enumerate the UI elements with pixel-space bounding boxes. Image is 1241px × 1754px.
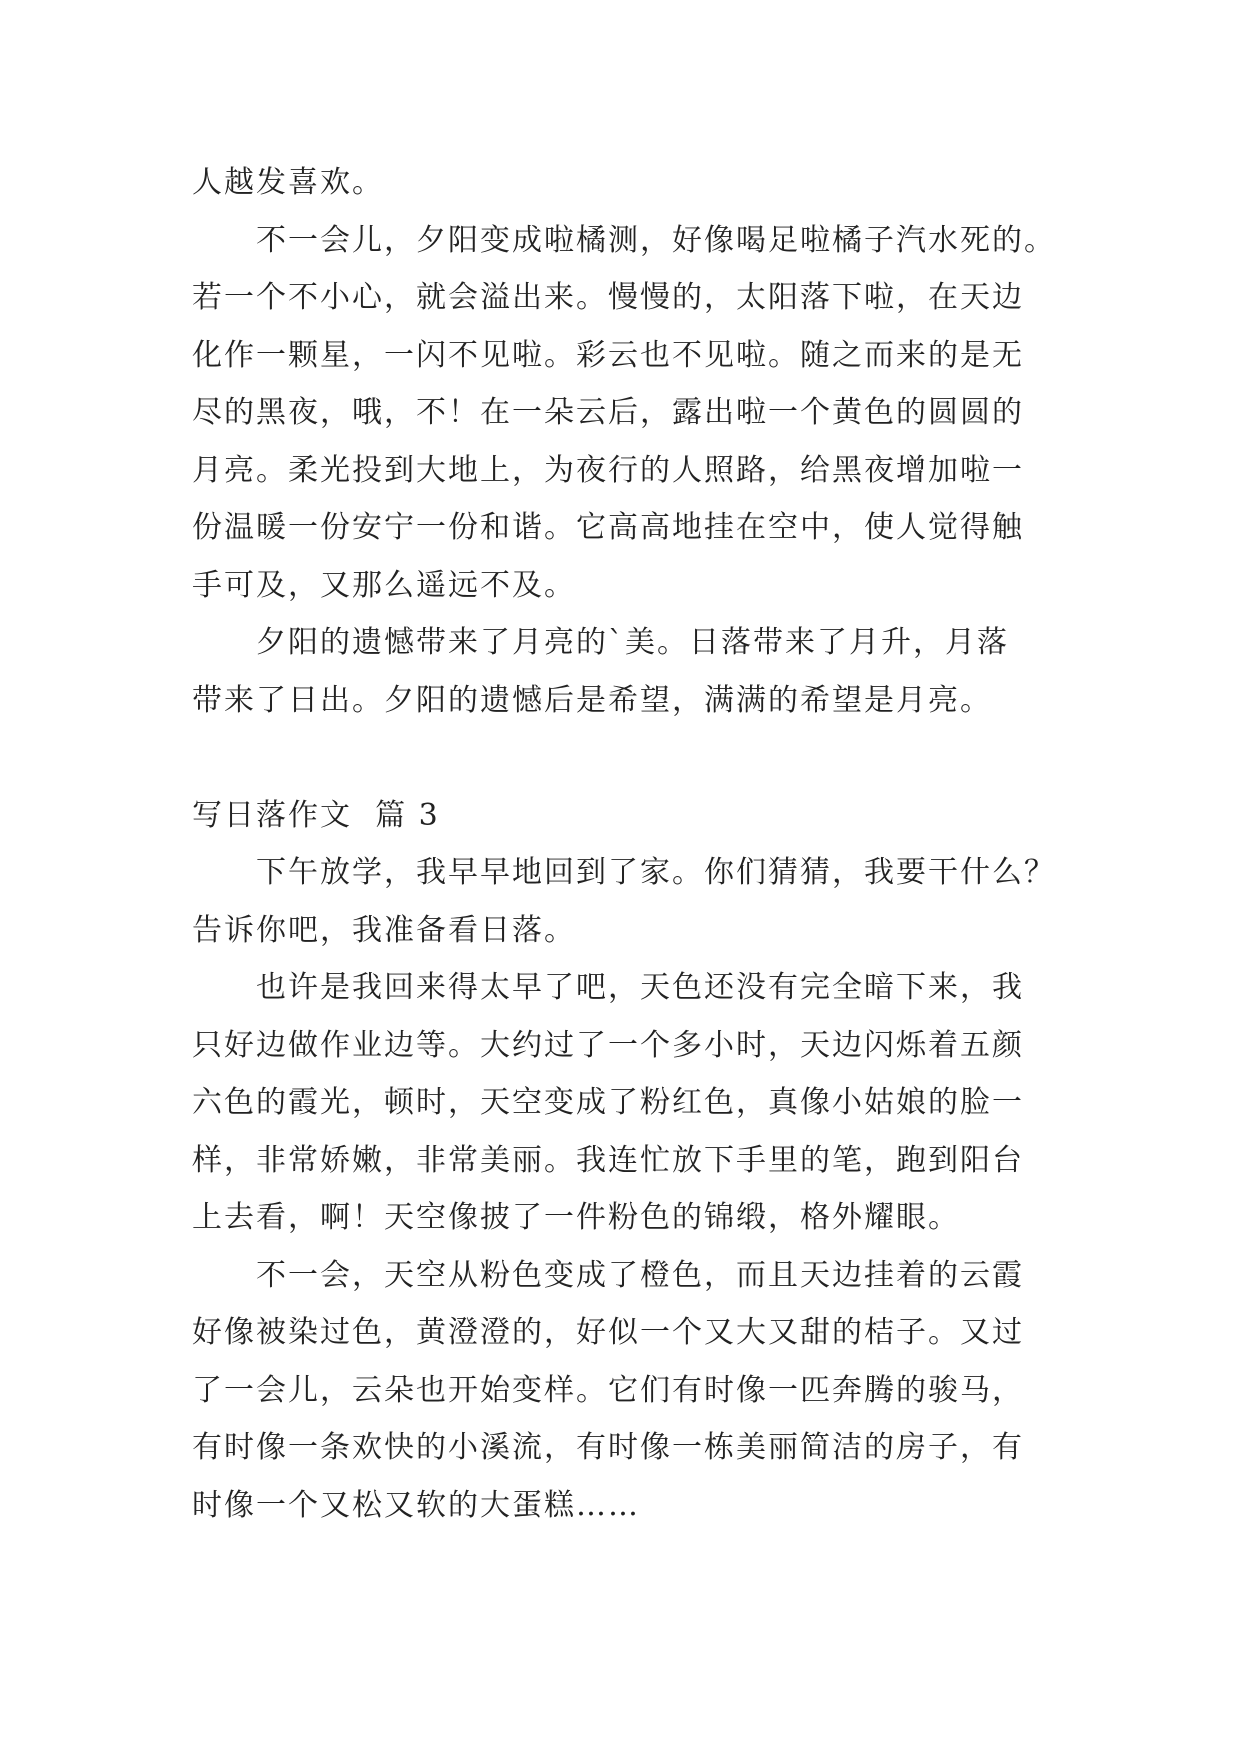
text-line: 不一会儿，夕阳变成啦橘测，好像喝足啦橘子汽水死的。	[192, 222, 1056, 258]
text-line: 月亮。柔光投到大地上，为夜行的人照路，给黑夜增加啦一	[192, 452, 1024, 488]
text-line: 手可及，又那么遥远不及。	[192, 567, 576, 603]
text-line: 上去看，啊！天空像披了一件粉色的锦缎，格外耀眼。	[192, 1200, 960, 1235]
text-line: 六色的霞光，顿时，天空变成了粉红色，真像小姑娘的脸一	[192, 1085, 1024, 1120]
text-line: 夕阳的遗憾带来了月亮的`美。日落带来了月升，月落	[192, 625, 1009, 660]
text-line: 好像被染过色，黄澄澄的，好似一个又大又甜的桔子。又过	[192, 1315, 1024, 1350]
text-line: 时像一个又松又软的大蛋糕……	[192, 1487, 640, 1523]
text-line: 告诉你吧，我准备看日落。	[192, 912, 576, 948]
text-line: 有时像一条欢快的小溪流，有时像一栋美丽简洁的房子，有	[192, 1430, 1024, 1465]
text-line: 份温暖一份安宁一份和谐。它高高地挂在空中，使人觉得触	[192, 510, 1024, 545]
document-body	[192, 154, 1058, 1534]
text-line: 样，非常娇嫩，非常美丽。我连忙放下手里的笔，跑到阳台	[192, 1142, 1024, 1178]
blank-line	[192, 729, 1058, 787]
text-line: 也许是我回来得太早了吧，天色还没有完全暗下来，我	[192, 970, 1024, 1005]
section-heading: 写日落作文 篇 3	[192, 797, 440, 833]
text-line: 若一个不小心，就会溢出来。慢慢的，太阳落下啦，在天边	[192, 280, 1024, 315]
text-line: 不一会，天空从粉色变成了橙色，而且天边挂着的云霞	[192, 1257, 1024, 1293]
text-line: 化作一颗星，一闪不见啦。彩云也不见啦。随之而来的是无	[192, 337, 1024, 373]
text-line: 下午放学，我早早地回到了家。你们猜猜，我要干什么？	[192, 855, 1056, 890]
text-line: 尽的黑夜，哦，不！在一朵云后，露出啦一个黄色的圆圆的	[192, 395, 1024, 430]
text-line: 了一会儿，云朵也开始变样。它们有时像一匹奔腾的骏马，	[192, 1372, 1024, 1408]
text-line: 人越发喜欢。	[192, 165, 384, 200]
text-line: 带来了日出。夕阳的遗憾后是希望，满满的希望是月亮。	[192, 682, 992, 718]
text-line: 只好边做作业边等。大约过了一个多小时，天边闪烁着五颜	[192, 1027, 1024, 1063]
